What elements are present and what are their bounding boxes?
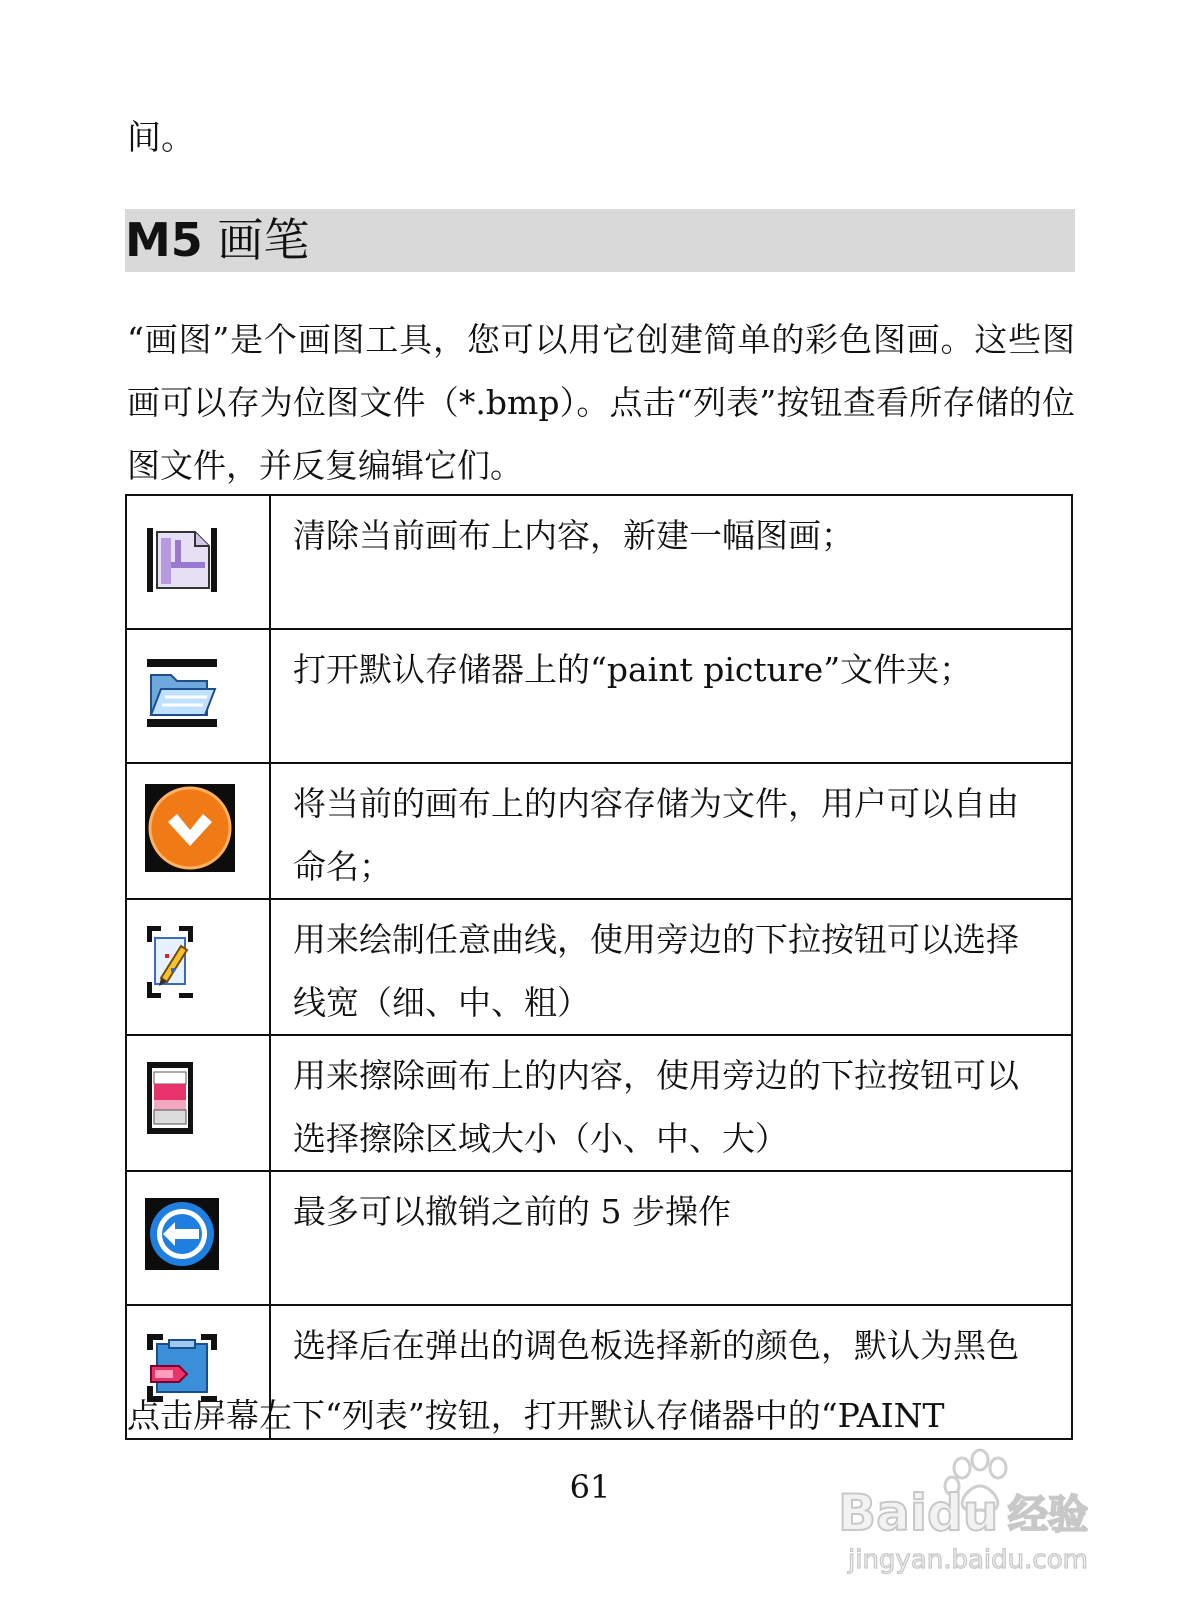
tool-table [125, 494, 1073, 1440]
continued-text: 间。 [127, 118, 195, 158]
tool-description: 最多可以撤销之前的 5 步操作 [270, 1171, 1072, 1305]
icon-cell [126, 899, 270, 1035]
page-number: 61 [569, 1468, 611, 1506]
save-check-icon [145, 784, 235, 872]
eraser-icon [145, 1060, 195, 1136]
table-row [126, 763, 1072, 899]
icon-cell [126, 495, 270, 629]
svg-text:Baidu: Baidu [838, 1484, 999, 1542]
svg-text:jingyan.baidu.com: jingyan.baidu.com [848, 1545, 1088, 1575]
tool-description: 打开默认存储器上的“paint picture”文件夹； [270, 629, 1072, 763]
undo-arrow-icon [145, 1198, 219, 1270]
tool-description: 清除当前画布上内容，新建一幅图画； [270, 495, 1072, 629]
section-name: 画笔 [217, 213, 310, 267]
color-palette-icon [145, 1332, 219, 1404]
bottom-paragraph: 点击屏幕左下“列表”按钮，打开默认存储器中的“PAINT [127, 1396, 945, 1435]
icon-cell [126, 629, 270, 763]
table-row [126, 899, 1072, 1035]
table-row [126, 495, 1072, 629]
table-row [126, 1171, 1072, 1305]
svg-text:经验: 经验 [1008, 1492, 1088, 1538]
baidu-watermark-logo [838, 1442, 1118, 1582]
new-document-icon [145, 524, 219, 596]
open-folder-icon [145, 657, 219, 729]
icon-cell [126, 763, 270, 899]
icon-cell [126, 1035, 270, 1171]
section-header [125, 209, 1075, 272]
section-title [125, 213, 309, 268]
intro-paragraph: “画图”是个画图工具，您可以用它创建简单的彩色图画。这些图画可以存为位图文件（*.bmp）。点击“列表”按钮查看所存储的位图文件，并反复编辑它们。 [127, 320, 1075, 485]
tool-description: 选择后在弹出的调色板选择新的颜色，默认为黑色 [270, 1305, 1072, 1439]
tool-description: 将当前的画布上的内容存储为文件，用户可以自由命名； [270, 763, 1072, 899]
icon-cell [126, 1171, 270, 1305]
tool-description: 用来绘制任意曲线，使用旁边的下拉按钮可以选择线宽（细、中、粗） [270, 899, 1072, 1035]
section-code: M5 [125, 213, 203, 267]
pencil-icon [145, 924, 195, 1000]
table-row [126, 629, 1072, 763]
tool-description: 用来擦除画布上的内容，使用旁边的下拉按钮可以选择擦除区域大小（小、中、大） [270, 1035, 1072, 1171]
table-row [126, 1035, 1072, 1171]
